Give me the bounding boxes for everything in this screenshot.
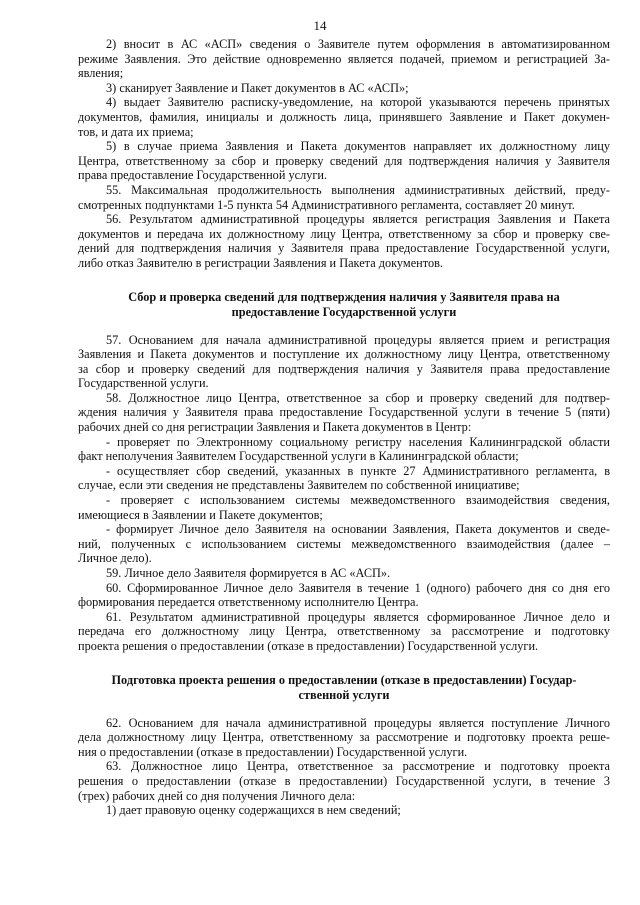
- heading-line: Подготовка проекта решения о предоставлении (отказе в предоставлении) Государ-: [111, 672, 577, 687]
- paragraph: [78, 37, 610, 81]
- paragraph: [78, 759, 610, 803]
- text-line: 56. Результатом административной процедуры является регистрация Заявления и Пакета: [106, 212, 610, 227]
- document-body: [78, 37, 610, 818]
- text-line: формирования передается ответственному исполнителю Центра.: [78, 595, 419, 610]
- text-line: режиме Заявления. Это действие одновременно является подачей, приемом и регистрацией За-: [78, 51, 610, 66]
- text-line: 1) дает правовую оценку содержащихся в нем сведений;: [106, 803, 401, 818]
- paragraph: [78, 522, 610, 566]
- text-line: 62. Основанием для начала административной процедуры является поступление Личного: [106, 715, 610, 730]
- text-line: - проверяет по Электронному социальному регистру населения Калининградской области: [106, 434, 610, 449]
- section-heading: [78, 673, 610, 703]
- paragraph: [78, 139, 610, 183]
- paragraph: [78, 333, 610, 391]
- text-line: 4) выдает Заявителю расписку-уведомление, на которой указываются перечень принятых: [106, 95, 610, 110]
- paragraph: [78, 566, 610, 581]
- text-line: права предоставление Государственной услуги.: [78, 168, 328, 183]
- text-line: явления;: [78, 66, 124, 81]
- paragraph: [78, 391, 610, 435]
- text-line: ждения наличия у Заявителя права предоставление Государственной услуги в течение 5 (пяти): [78, 405, 610, 420]
- paragraph: [78, 493, 610, 522]
- text-line: 3) сканирует Заявление и Пакет документов в АС «АСП»;: [106, 80, 409, 95]
- text-line: проекта решения о предоставлении (отказе в предоставлении) Государственной услуги.: [78, 638, 539, 653]
- paragraph: [78, 81, 610, 96]
- text-line: смотренных подпунктами 1-5 пункта 54 Административного регламента, составляет 20 минут.: [78, 197, 575, 212]
- heading-line: Сбор и проверка сведений для подтверждения наличия у Заявителя права на: [128, 289, 560, 304]
- text-line: ния о предоставлении (отказе в предоставлении) Государственной услуги.: [78, 744, 468, 759]
- text-line: имеющиеся в Заявлении и Пакете документов;: [78, 507, 323, 522]
- section-heading: [78, 290, 610, 320]
- text-line: 55. Максимальная продолжительность выполнения административных действий, преду-: [106, 182, 610, 197]
- text-line: Центра, ответственному за сбор и проверку сведений для подтверждения наличия у Заявителя: [78, 153, 610, 168]
- text-line: (трех) рабочих дней со дня получения Личного дела:: [78, 788, 356, 803]
- text-line: тов, и дата их приема;: [78, 124, 194, 139]
- text-line: 5) в случае приема Заявления и Пакета документов направляет их должностному лицу: [106, 139, 610, 154]
- text-line: 57. Основанием для начала административной процедуры является прием и регистрация: [106, 332, 610, 347]
- text-line: ний, полученных с использованием системы межведомственного взаимодействия (далее –: [78, 536, 610, 551]
- text-line: случае, если эти сведения не представлены Заявителем по собственной инициативе;: [78, 478, 520, 493]
- text-line: 2) вносит в АС «АСП» сведения о Заявителе путем оформления в автоматизированном: [106, 37, 610, 51]
- heading-line: предоставление Государственной услуги: [231, 304, 457, 319]
- paragraph: [78, 581, 610, 610]
- text-line: 63. Должностное лицо Центра, ответственное за рассмотрение и подготовку проекта: [106, 759, 610, 774]
- text-line: документов и передача их должностному лицу Центра, ответственному за сбор и проверку све-: [78, 226, 610, 241]
- text-line: рабочих дней со дня регистрации Заявления и Пакета документов в Центр:: [78, 420, 472, 435]
- paragraph: [78, 464, 610, 493]
- paragraph: [78, 435, 610, 464]
- text-line: - формирует Личное дело Заявителя на основании Заявления, Пакета документов и сведе-: [106, 522, 610, 537]
- page-number: 14: [313, 18, 327, 33]
- text-line: - проверяет с использованием системы межведомственного взаимодействия сведения,: [106, 493, 610, 508]
- text-line: передача его должностному лицу Центра, ответственному за рассмотрение и подготовку: [78, 624, 610, 639]
- text-line: - осуществляет сбор сведений, указанных в пункте 27 Административного регламента, в: [106, 463, 610, 478]
- text-line: 61. Результатом административной процедуры является сформированное Личное дело и: [106, 609, 610, 624]
- text-line: Государственной услуги.: [78, 376, 209, 391]
- paragraph: [78, 95, 610, 139]
- text-line: Заявления и Пакета документов и поступление их должностному лицу Центра, ответственному: [78, 347, 610, 362]
- heading-line: ственной услуги: [298, 687, 390, 702]
- text-line: за сбор и проверку сведений для подтверждения наличия у Заявителя права предоставление: [78, 361, 610, 376]
- paragraph: [78, 610, 610, 654]
- text-line: Личное дело).: [78, 551, 152, 566]
- paragraph: [78, 183, 610, 212]
- text-line: дела должностному лицу Центра, ответственному за рассмотрение и подготовку проекта реше-: [78, 730, 610, 745]
- text-line: либо отказ Заявителю в регистрации Заявления и Пакета документов.: [78, 255, 443, 270]
- text-line: факт неполучения Заявителем Государственной услуги в Калининградской области;: [78, 449, 519, 464]
- text-line: 60. Сформированное Личное дело Заявителя в течение 1 (одного) рабочего дня со дня его: [106, 580, 610, 595]
- text-line: 58. Должностное лицо Центра, ответственное за сбор и проверку сведений для подтвер-: [106, 390, 610, 405]
- paragraph: [78, 803, 610, 818]
- text-line: 59. Личное дело Заявителя формируется в АС «АСП».: [106, 566, 391, 580]
- text-line: документов, фамилия, инициалы и должность лица, принявшего Заявление и Пакет докумен-: [78, 109, 610, 124]
- paragraph: [78, 716, 610, 760]
- text-line: решения о предоставлении (отказе в предоставлении) Государственной услуги, в течение 3: [78, 773, 610, 788]
- text-line: дений для подтверждения наличия у Заявителя права предоставление Государственной услуги,: [78, 241, 610, 256]
- paragraph: [78, 212, 610, 270]
